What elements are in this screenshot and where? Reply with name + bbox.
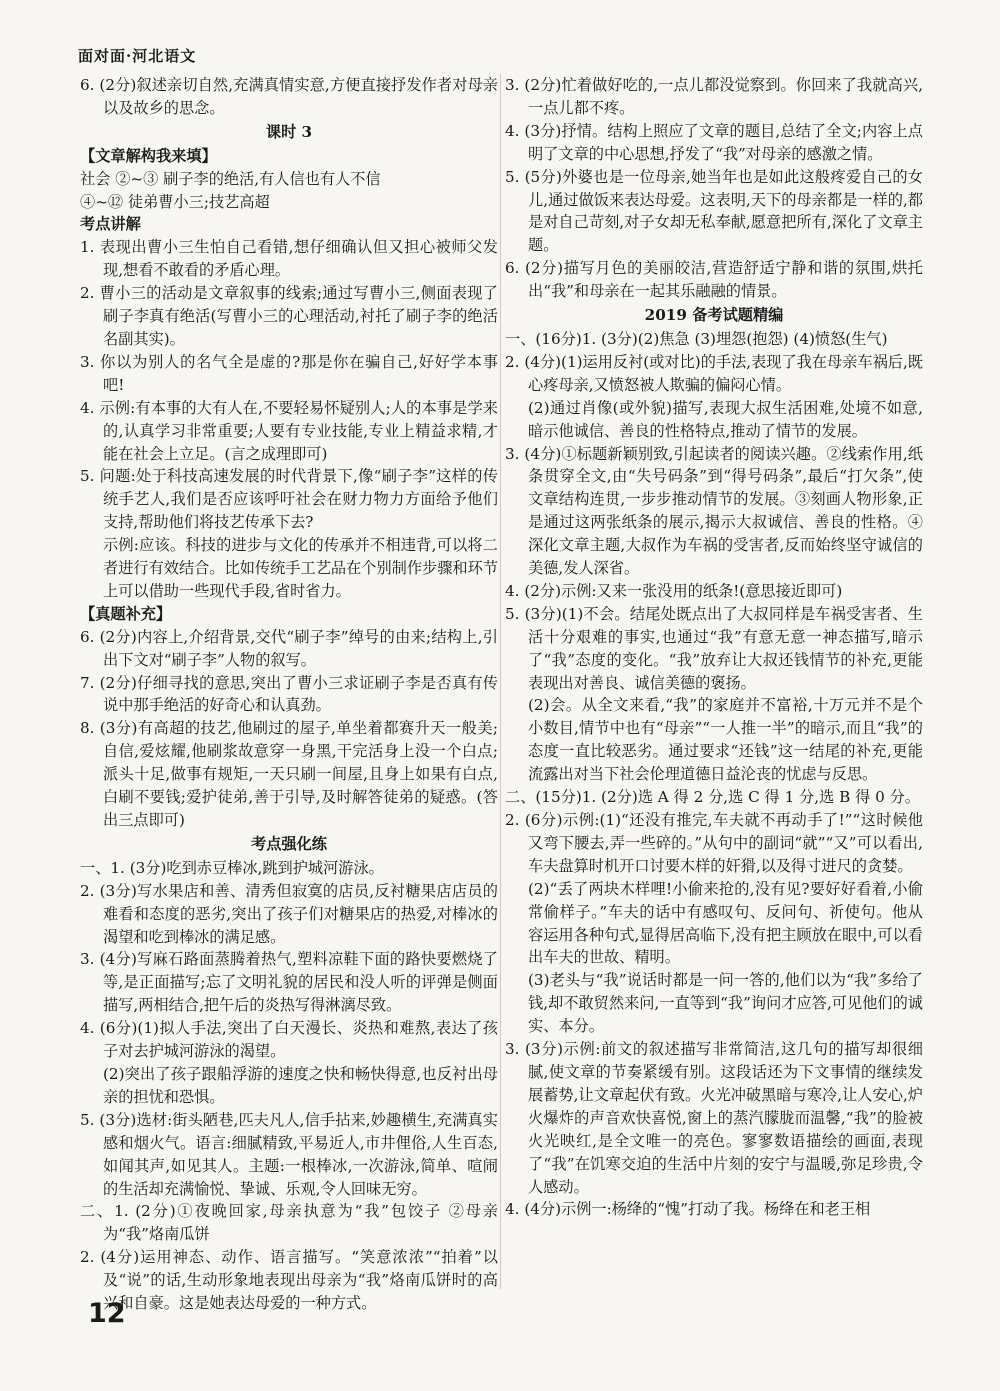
answer-item: 6. (2分)叙述亲切自然,充满真情实意,方便直接抒发作者对母亲以及故乡的思念。 <box>80 76 498 117</box>
answer-item: 5. (3分)(1)不会。结尾处既点出了大叔同样是车祸受害者、生活十分艰难的事实,也通过“我”有意无意一神态描写,暗示了“我”态度的变化。“我”放弃让大叔还钱情节的补充,更能表现出对善良、诚信美德的褒扬。 <box>505 604 923 692</box>
answer-item: 一、(16分)1. (3分)(2)焦急 (3)埋怨(抱怨) (4)愤怒(生气) <box>505 329 888 348</box>
subsection-heading: 考点讲解 <box>80 215 141 234</box>
answer-item: 5. (3分)选材:街头陋巷,匹夫凡人,信手拈来,妙趣横生,充满真实感和烟火气。语言:细腻精致,平易近人,市井俚俗,人生百态,如闻其声,如见其人。主题:一根棒冰,一次游泳,简单、喧闹的生活却充满愉悦、挚诚、乐观,令人回味无穷。 <box>80 1110 498 1198</box>
paragraph: 社会 ②~③ 刷子李的绝活,有人信也有人不信 <box>80 169 381 188</box>
answer-item: 8. (3分)有高超的技艺,他刷过的屋子,单坐着都赛升天一般美;自信,爱炫耀,他刷浆故意穿一身黑,干完活身上没一个白点;派头十足,做事有规矩,一天只刷一间屋,且身上如果有白点,白刷不要钱;爱护徒弟,善于引导,及时解答徒弟的疑惑。(答出三点即可) <box>80 719 498 829</box>
answer-item: 二、(15分)1. (2分)选 A 得 2 分,选 C 得 1 分,选 B 得 0 分。 <box>505 788 920 807</box>
page-number: 12 <box>88 1298 126 1329</box>
left-column <box>80 74 498 1315</box>
answer-item: 2. (6分)示例:(1)“还没有推完,车夫就不再动手了!”“这时候他又弯下腰去,弄一些碎的。”从句中的副词“就”“又”可以看出,车夫盘算时机开口讨要木样的奸猾,以及得寸进尺的贪婪。 <box>505 811 923 875</box>
answer-item: 3. (4分)①标题新颖别致,引起读者的阅读兴趣。②线索作用,纸条贯穿全文,由“失号码条”到“得号码条”,最后“打欠条”,使文章结构连贯,一步步推动情节的发展。③刻画人物形象,正是通过这两张纸条的展示,揭示大叔诚信、善良的性格。④深化文章主题,大叔作为车祸的受害者,反而始终坚守诚信的美德,发人深省。 <box>505 444 923 578</box>
answer-continuation: 示例:应该。科技的进步与文化的传承并不相违背,可以将二者进行有效结合。比如传统手工艺品在个别制作步骤和环节上可以借助一些现代手段,省时省力。 <box>103 536 498 600</box>
answer-item: 6. (2分)内容上,介绍背景,交代“刷子李”绰号的由来;结构上,引出下文对“刷子李”人物的叙写。 <box>80 627 498 669</box>
right-column <box>505 74 923 1221</box>
subsection-heading: 【真题补充】 <box>80 604 172 623</box>
answer-item: 4. (2分)示例:又来一张没用的纸条!(意思接近即可) <box>505 581 843 600</box>
answer-item: 2. (4分)运用神态、动作、语言描写。“笑意浓浓”“拍着”以及“说”的话,生动形象地表现出母亲为“我”烙南瓜饼时的高兴和自豪。这是她表达母爱的一种方式。 <box>80 1248 498 1313</box>
answer-item: 4. (4分)示例一:杨绛的“愧”打动了我。杨绛在和老王相 <box>505 1200 871 1219</box>
answer-item: 5. (5分)外婆也是一位母亲,她当年也是如此这般疼爱自己的女儿,通过做饭来表达母爱。这表明,天下的母亲都是一样的,都是对自己苛刻,对子女却无私奉献,愿意把所有,深化了文章主题。 <box>505 167 923 255</box>
answer-item: 7. (2分)仔细寻找的意思,突出了曹小三求证刷子李是否真有传说中那手绝活的好奇心和认真劲。 <box>80 673 498 715</box>
section-heading: 2019 备考试题精编 <box>644 306 784 325</box>
answer-item: 5. 问题:处于科技高速发展的时代背景下,像“刷子李”这样的传统手艺人,我们是否应该呼吁社会在财力物力方面给予他们支持,帮助他们将技艺传承下去? <box>80 467 498 532</box>
answer-item: 2. (4分)(1)运用反衬(或对比)的手法,表现了我在母亲车祸后,既心疼母亲,又愤怒被人欺骗的偏闷心情。 <box>505 352 923 394</box>
answer-continuation: (2)通过肖像(或外貌)描写,表现大叔生活困难,处境不如意,暗示他诚信、善良的性格特点,推动了情节的发展。 <box>528 398 923 440</box>
answer-item: 2. (3分)写水果店和善、清秀但寂寞的店员,反衬糖果店店员的难看和态度的恶劣,突出了孩子们对糖果店的热爱,对棒冰的渴望和吃到棒冰的满足感。 <box>80 881 498 946</box>
answer-continuation: (3)老头与“我”说话时都是一问一答的,他们以为“我”多给了钱,却不敢贸然来问,一直等到“我”询问才应答,可见他们的诚实、本分。 <box>528 971 923 1036</box>
column-divider <box>500 74 501 1289</box>
answer-item: 二、1. (2分)①夜晚回家,母亲执意为“我”包饺子 ②母亲为“我”烙南瓜饼 <box>80 1202 498 1244</box>
section-heading: 课时 3 <box>265 122 313 141</box>
answer-item: 4. (3分)抒情。结构上照应了文章的题目,总结了全文;内容上点明了文章的中心思想,抒发了“我”对母亲的感激之情。 <box>505 121 923 163</box>
answer-item: 4. 示例:有本事的大有人在,不要轻易怀疑别人;人的本事是学来的,认真学习非常重要;人要有专业技能,专业上精益求精,才能在社会上立足。(言之成理即可) <box>80 398 498 463</box>
answer-item: 2. 曹小三的活动是文章叙事的线索;通过写曹小三,侧面表现了刷子李真有绝活(写曹小三的心理活动,衬托了刷子李的绝活名副其实)。 <box>80 284 498 348</box>
running-header: 面对面·河北语文 <box>78 47 197 65</box>
subsection-heading: 【文章解构我来填】 <box>80 146 217 165</box>
answer-continuation: (2)突出了孩子跟船浮游的速度之快和畅快得意,也反衬出母亲的担忧和恐惧。 <box>103 1064 498 1106</box>
answer-continuation: (2)“丢了两块木样哩!小偷来抢的,没有见?要好好看着,小偷常偷样子。”车夫的话中有感叹句、反问句、祈使句。他从容运用各种句式,显得居高临下,没有把主顾放在眼中,可以看出车夫的世故、精明。 <box>528 879 923 967</box>
answer-item: 1. 表现出曹小三生怕自己看错,想仔细确认但又担心被师父发现,想看不敢看的矛盾心理。 <box>80 238 498 280</box>
answer-item: 6. (2分)描写月色的美丽皎洁,营造舒适宁静和谐的氛围,烘托出“我”和母亲在一起其乐融融的情景。 <box>505 259 923 301</box>
answer-item: 一、1. (3分)吃到赤豆棒冰,跳到护城河游泳。 <box>80 858 384 877</box>
paragraph: ④~⑫ 徒弟曹小三;技艺高超 <box>80 192 270 211</box>
answer-continuation: (2)会。从全文来看,“我”的家庭并不富裕,十万元并不是个小数目,情节中也有“母亲”“一人推一半”的暗示,而且“我”的态度一直比较恶劣。通过要求“还钱”这一结尾的补充,更能流露出对当下社会伦理道德日益沦丧的忧虑与反思。 <box>528 696 923 784</box>
answer-item: 3. (3分)示例:前文的叙述描写非常简洁,这几句的描写却很细腻,使文章的节奏紧缓有别。这段话还为下文事情的继续发展蓄势,让文章起伏有致。火光冲破黑暗与寒冷,让人安心,炉火爆炸的声音欢快喜悦,窗上的蒸汽朦胧而温馨,“我”的脸被火光映红,是全文唯一的亮色。寥寥数语描绘的画面,表现了“我”在饥寒交迫的生活中片刻的安宁与温暖,弥足珍贵,令人感动。 <box>505 1040 923 1196</box>
answer-item: 3. (4分)写麻石路面蒸腾着热气,塑料凉鞋下面的路快要燃烧了等,是正面描写;忘了文明礼貌的居民和没人听的评弹是侧面描写,两相结合,把午后的炎热写得淋漓尽致。 <box>80 950 498 1015</box>
answer-item: 4. (6分)(1)拟人手法,突出了白天漫长、炎热和难熬,表达了孩子对去护城河游泳的渴望。 <box>80 1019 498 1061</box>
answer-item: 3. 你以为别人的名气全是虚的?那是你在骗自己,好好学本事吧! <box>80 352 498 394</box>
section-heading: 考点强化练 <box>251 834 327 853</box>
answer-item: 3. (2分)忙着做好吃的,一点儿都没觉察到。你回来了我就高兴,一点儿都不疼。 <box>505 76 923 117</box>
